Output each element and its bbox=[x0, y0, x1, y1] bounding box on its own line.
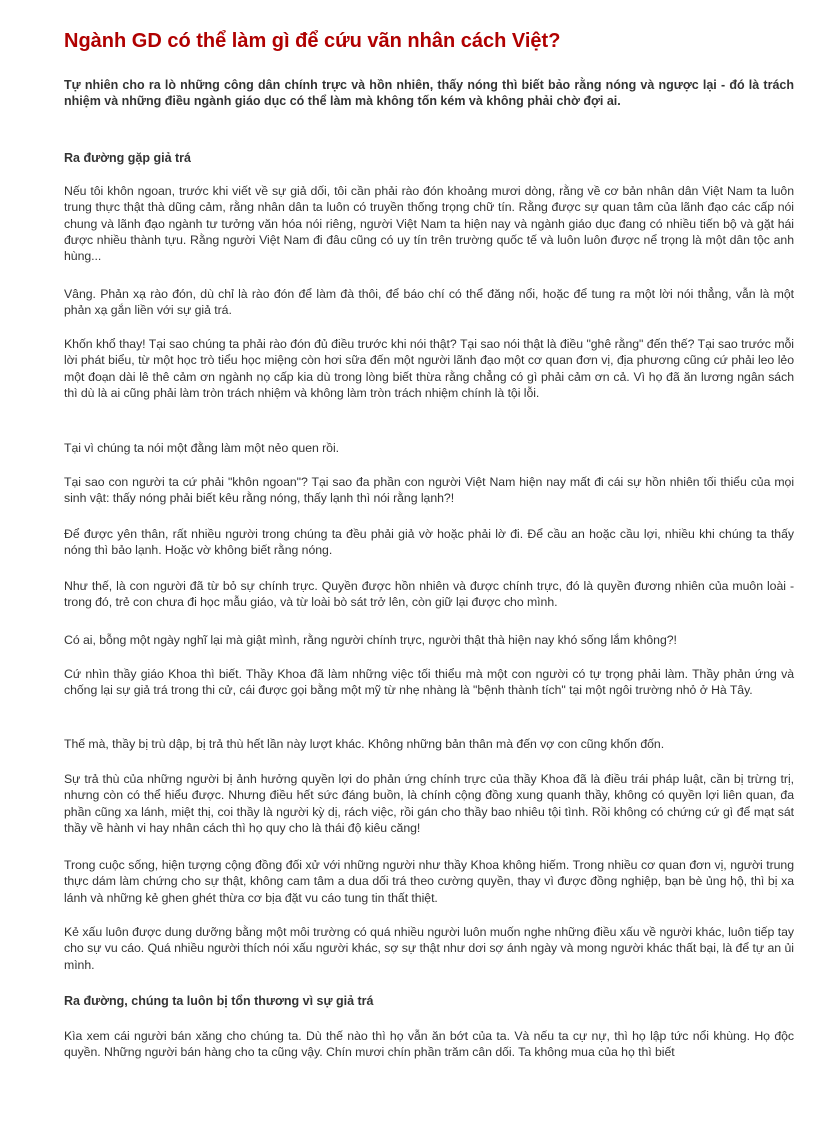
paragraph: Trong cuộc sống, hiện tượng cộng đồng đối xử với những người như thầy Khoa không hiếm. Trong nhiều cơ quan đơn vị, người trung thực dám làm chứng cho sự thật, không cam tâm a dua dối trá theo cường quyền, thay vì được đồng nghiệp, bạn bè ủng hộ, thì bị xa lánh và những kẻ ghen ghét thừa cơ bịa đặt vu cáo tung tin thất thiệt. bbox=[64, 858, 794, 905]
paragraph: Vâng. Phản xạ rào đón, dù chỉ là rào đón để làm đà thôi, để báo chí có thể đăng nổi, hoặc để tung ra một lời nói thẳng, vẫn là một phản xạ gắn liền với sự giả trá. bbox=[64, 287, 794, 318]
section-heading: Ra đường, chúng ta luôn bị tổn thương vì sự giả trá bbox=[64, 994, 374, 1008]
paragraph: Nếu tôi khôn ngoan, trước khi viết về sự giả dối, tôi cần phải rào đón khoảng mươi dòng, rằng về cơ bản nhân dân Việt Nam ta luôn trung thực thật thà dũng cảm, rằng nhân dân ta luôn có truyền thống trọng chữ tín. Rằng được sự quan tâm của lãnh đạo các cấp nói chung và lãnh đạo ngành tư tưởng văn hóa nói riêng, người Việt Nam ta hiện nay và ngành giáo dục đang có nhiều tiến bộ và gặt hái được nhiều thành tựu. Rằng người Việt Nam đi đâu cũng có uy tín trên trường quốc tế và luôn luôn được nể trọng là một dân tộc anh hùng... bbox=[64, 184, 794, 264]
paragraph: Tại sao con người ta cứ phải "khôn ngoan"? Tại sao đa phần con người Việt Nam hiện nay mất đi cái sự hồn nhiên tối thiểu của mọi sinh vật: thấy nóng phải biết kêu rằng nóng, thấy lạnh thì nói rằng lạnh?! bbox=[64, 475, 794, 506]
paragraph: Có ai, bỗng một ngày nghĩ lại mà giật mình, rằng người chính trực, người thật thà hiện nay khó sống lắm không?! bbox=[64, 633, 677, 647]
section-heading: Ra đường gặp giả trá bbox=[64, 151, 191, 165]
paragraph: Thế mà, thầy bị trù dập, bị trả thù hết lần này lượt khác. Không những bản thân mà đến vợ con cũng khốn đốn. bbox=[64, 737, 665, 751]
paragraph: Để được yên thân, rất nhiều người trong chúng ta đều phải giả vờ hoặc phải lờ đi. Để cầu an hoặc cầu lợi, nhiều khi chúng ta thấy nóng thì bảo lạnh. Hoặc vờ không biết rằng nóng. bbox=[64, 527, 794, 558]
paragraph: Kìa xem cái người bán xăng cho chúng ta. Dù thế nào thì họ vẫn ăn bớt của ta. Và nếu ta cự nự, thì họ lập tức nổi khùng. Họ độc quyền. Những người bán hàng cho ta cũng vậy. Chín mươi chín phần trăm cân dối. Ta không mua của họ thì biết bbox=[64, 1029, 794, 1060]
article-title: Ngành GD có thể làm gì để cứu vãn nhân cách Việt? bbox=[64, 30, 561, 52]
paragraph: Như thế, là con người đã từ bỏ sự chính trực. Quyền được hồn nhiên và được chính trực, đó là quyền đương nhiên của muôn loài - trong đó, trẻ con chưa đi học mẫu giáo, và từ loài bò sát trở lên, còn giữ lại được cho mình. bbox=[64, 579, 794, 610]
paragraph: Sự trả thù của những người bị ảnh hưởng quyền lợi do phản ứng chính trực của thầy Khoa đã là điều trái pháp luật, cần bị trừng trị, nhưng còn có thể hiểu được. Nhưng điều hết sức đáng buồn, là chính cộng đồng xung quanh thầy, không có quyền lợi liên quan, đa phần cũng xa lánh, miệt thị, coi thầy là người kỳ dị, rách việc, rồi gán cho thầy bao nhiêu tội tình. Rồi không có chứng cứ gì để mạt sát thầy về hành vi hay nhân cách thì họ quy cho là thái độ kiêu căng! bbox=[64, 772, 794, 835]
paragraph: Tại vì chúng ta nói một đằng làm một nẻo quen rồi. bbox=[64, 441, 340, 455]
paragraph: Khốn khổ thay! Tại sao chúng ta phải rào đón đủ điều trước khi nói thật? Tại sao nói thật là điều "ghê rằng" đến thế? Tại sao trước mỗi lời phát biểu, từ một học trò tiểu học miệng còn hơi sữa đến một người lãnh đạo một cơ quan đơn vị, địa phương cũng cứ phải leo lẻo một đoạn dài lê thê cảm ơn ngành nọ cấp kia dù trong lòng biết thừa rằng chẳng có gì phải cảm ơn cả. Vì họ đã ăn lương ngân sách thì dù là ai cũng phải làm tròn trách nhiệm và không làm tròn trách nhiệm chính là tội lỗi. bbox=[64, 337, 794, 400]
paragraph: Cứ nhìn thầy giáo Khoa thì biết. Thầy Khoa đã làm những việc tối thiểu mà một con người có tự trọng phải làm. Thầy phản ứng và chống lại sự giả trá trong thi cử, cái được gọi bằng một mỹ từ nhẹ nhàng là "bệnh thành tích" tại một ngôi trường nhỏ ở Hà Tây. bbox=[64, 667, 794, 698]
paragraph: Kẻ xấu luôn được dung dưỡng bằng một môi trường có quá nhiều người luôn muốn nghe những điều xấu về người khác, luôn tiếp tay cho sự vu cáo. Quá nhiều người thích nói xấu người khác, sợ sự thật như dơi sợ ánh ngày và mong người khác thất bại, là để tự an ủi mình. bbox=[64, 925, 794, 972]
article-lead: Tự nhiên cho ra lò những công dân chính trực và hồn nhiên, thấy nóng thì biết bảo rằng nóng và ngược lại - đó là trách nhiệm và những điều ngành giáo dục có thể làm mà không tốn kém và không phải chờ đợi ai. bbox=[64, 78, 794, 108]
